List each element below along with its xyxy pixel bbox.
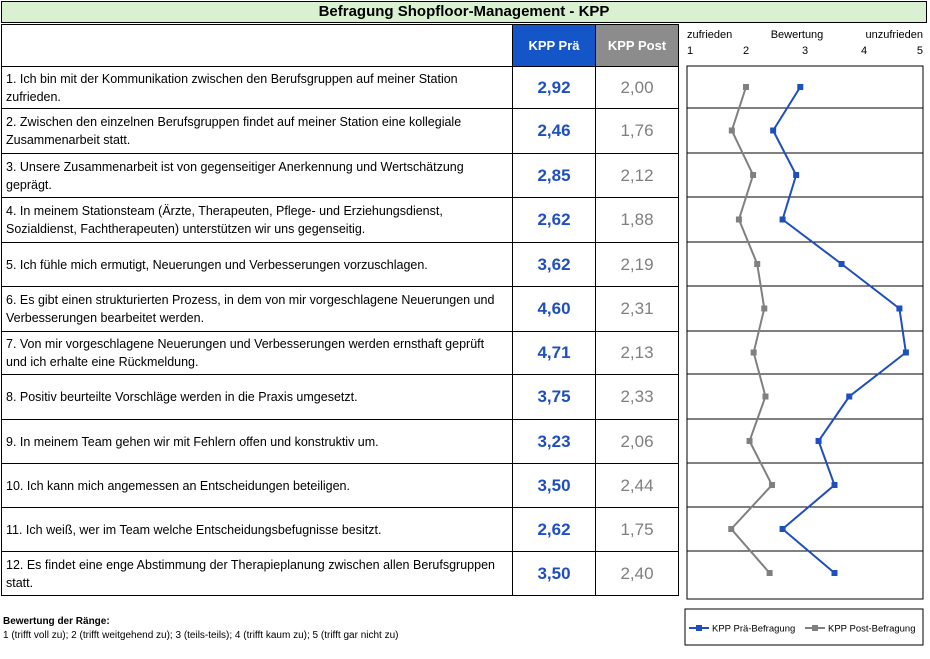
- x-tick-label: 4: [860, 45, 868, 57]
- rating-legend-text: 1 (trifft voll zu); 2 (trifft weitgehend zu); 3 (teils-teils); 4 (trifft kaum zu); 5 (trifft gar nicht zu): [3, 630, 399, 641]
- chart-right-label: unzufrieden: [865, 29, 923, 41]
- kpp-pre-value: 3,75: [513, 375, 596, 420]
- legend-marker: [812, 625, 818, 631]
- point-kpp-post-10: [769, 482, 775, 488]
- table-row: [2, 332, 679, 375]
- point-kpp-post-2: [729, 128, 735, 134]
- kpp-pre-value: 2,62: [513, 198, 596, 243]
- point-kpp-pre-6: [896, 306, 902, 312]
- point-kpp-post-1: [743, 84, 749, 90]
- point-kpp-post-6: [761, 306, 767, 312]
- question-cell: 6. Es gibt einen strukturierten Prozess, in dem von mir vorgeschlagene Neuerungen und Verbesserungen bearbeitet werden.: [2, 287, 513, 332]
- table-row: [2, 67, 679, 109]
- kpp-post-value: 2,44: [596, 464, 679, 508]
- kpp-pre-value: 4,71: [513, 332, 596, 375]
- survey-table: [1, 24, 679, 596]
- point-kpp-pre-5: [839, 261, 845, 267]
- question-cell: 8. Positiv beurteilte Vorschläge werden in die Praxis umgesetzt.: [2, 375, 513, 420]
- rating-chart-svg: [679, 24, 927, 654]
- point-kpp-pre-3: [793, 172, 799, 178]
- table-row: [2, 375, 679, 420]
- kpp-pre-value: 3,50: [513, 464, 596, 508]
- question-cell: 7. Von mir vorgeschlagene Neuerungen und Verbesserungen werden ernsthaft geprüft und ich erhalte eine Rückmeldung.: [2, 332, 513, 375]
- table-row: [2, 243, 679, 287]
- question-cell: 5. Ich fühle mich ermutigt, Neuerungen und Verbesserungen vorzuschlagen.: [2, 243, 513, 287]
- kpp-pre-value: 4,60: [513, 287, 596, 332]
- kpp-pre-value: 2,62: [513, 508, 596, 552]
- x-tick-label: 3: [801, 45, 809, 57]
- table-row: [2, 154, 679, 198]
- kpp-post-value: 2,19: [596, 243, 679, 287]
- kpp-post-value: 2,33: [596, 375, 679, 420]
- kpp-post-value: 1,76: [596, 109, 679, 154]
- page-title: Befragung Shopfloor-Management - KPP: [1, 1, 927, 23]
- question-cell: 1. Ich bin mit der Kommunikation zwischen den Berufsgruppen auf meiner Station zufrieden.: [2, 67, 513, 109]
- kpp-pre-value: 3,62: [513, 243, 596, 287]
- table-row: [2, 287, 679, 332]
- rating-legend: [3, 615, 399, 643]
- table-row: [2, 508, 679, 552]
- kpp-post-value: 1,75: [596, 508, 679, 552]
- question-cell: 3. Unsere Zusammenarbeit ist von gegenseitiger Anerkennung und Wertschätzung geprägt.: [2, 154, 513, 198]
- point-kpp-pre-10: [832, 482, 838, 488]
- point-kpp-post-11: [728, 526, 734, 532]
- table-row: [2, 198, 679, 243]
- kpp-pre-value: 2,92: [513, 67, 596, 109]
- point-kpp-pre-1: [797, 84, 803, 90]
- rating-legend-title: Bewertung der Ränge:: [3, 616, 110, 627]
- point-kpp-pre-7: [903, 350, 909, 356]
- table-row: [2, 464, 679, 508]
- point-kpp-pre-4: [780, 217, 786, 223]
- point-kpp-pre-11: [780, 526, 786, 532]
- kpp-post-value: 2,06: [596, 420, 679, 464]
- kpp-pre-value: 3,50: [513, 552, 596, 596]
- x-tick-label: 1: [687, 45, 694, 57]
- question-cell: 2. Zwischen den einzelnen Berufsgruppen findet auf meiner Station eine kollegiale Zusammenarbeit statt.: [2, 109, 513, 154]
- kpp-pre-value: 2,46: [513, 109, 596, 154]
- point-kpp-pre-12: [832, 570, 838, 576]
- kpp-post-value: 2,12: [596, 154, 679, 198]
- header-kpp-post: KPP Post: [596, 25, 679, 67]
- question-cell: 10. Ich kann mich angemessen an Entscheidungen beteiligen.: [2, 464, 513, 508]
- point-kpp-post-12: [767, 570, 773, 576]
- kpp-pre-value: 3,23: [513, 420, 596, 464]
- table-row: [2, 552, 679, 596]
- kpp-post-value: 2,31: [596, 287, 679, 332]
- question-cell: 11. Ich weiß, wer im Team welche Entscheidungsbefugnisse besitzt.: [2, 508, 513, 552]
- point-kpp-post-9: [747, 438, 753, 444]
- legend-label: KPP Prä-Befragung: [712, 623, 796, 635]
- kpp-pre-value: 2,85: [513, 154, 596, 198]
- table-row: [2, 420, 679, 464]
- kpp-post-value: 2,00: [596, 67, 679, 109]
- point-kpp-pre-9: [816, 438, 822, 444]
- header-kpp-pre: KPP Prä: [513, 25, 596, 67]
- chart-left-label: zufrieden: [687, 29, 733, 41]
- point-kpp-post-7: [751, 350, 757, 356]
- chart-title: Bewertung: [770, 29, 824, 41]
- point-kpp-post-3: [750, 172, 756, 178]
- empty-header-cell: [2, 25, 513, 67]
- point-kpp-post-8: [762, 394, 768, 400]
- point-kpp-pre-8: [846, 394, 852, 400]
- table-row: [2, 109, 679, 154]
- question-cell: 4. In meinem Stationsteam (Ärzte, Therapeuten, Pflege- und Erziehungsdienst, Sozialdienst, Fachtherapeuten) unterstützen wir uns gegenseitig.: [2, 198, 513, 243]
- rating-chart: [679, 24, 927, 654]
- question-cell: 12. Es findet eine enge Abstimmung der Therapieplanung zwischen allen Berufsgruppen statt.: [2, 552, 513, 596]
- legend-label: KPP Post-Befragung: [828, 623, 916, 635]
- plot-frame: [687, 66, 923, 599]
- legend-marker: [696, 625, 702, 631]
- kpp-post-value: 2,13: [596, 332, 679, 375]
- kpp-post-value: 2,40: [596, 552, 679, 596]
- point-kpp-pre-2: [770, 128, 776, 134]
- kpp-post-value: 1,88: [596, 198, 679, 243]
- table-header-row: [2, 25, 679, 67]
- question-cell: 9. In meinem Team gehen wir mit Fehlern offen und konstruktiv um.: [2, 420, 513, 464]
- point-kpp-post-5: [754, 261, 760, 267]
- point-kpp-post-4: [736, 217, 742, 223]
- x-tick-label: 5: [916, 45, 923, 57]
- x-tick-label: 2: [742, 45, 750, 57]
